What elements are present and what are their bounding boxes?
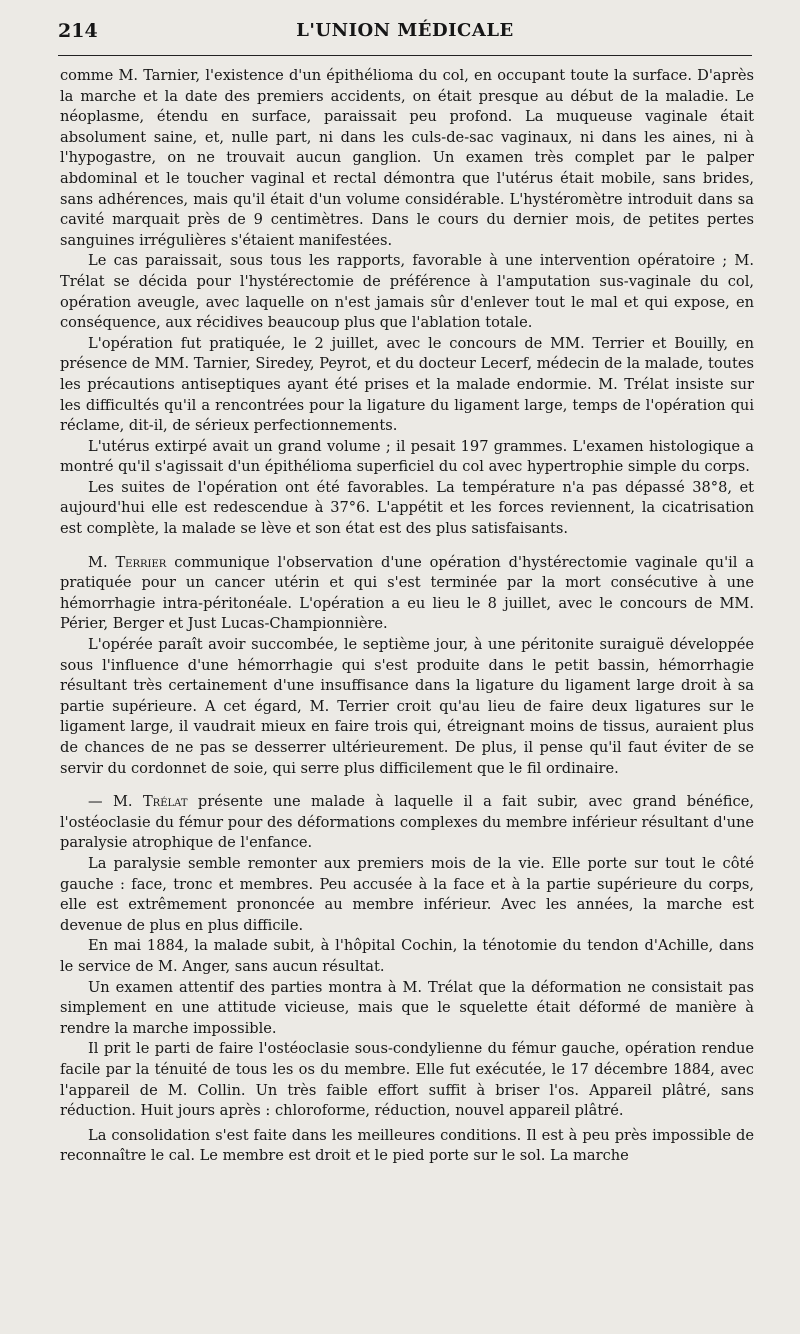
running-title: L'UNION MÉDICALE <box>296 20 514 41</box>
paragraph-text: présente une malade à laquelle il a fait subir, avec grand bénéfice, l'ostéoclasie du fémur pour des déformations complexes du membre inférieur résultant d'une paralysie atrophique de l'enfance. <box>60 793 754 852</box>
paragraph: Le cas paraissait, sous tous les rapports, favorable à une intervention opératoire ; M. Trélat se décida pour l'hystérectomie de préférence à l'amputation sus-vaginale du col, opération aveugle, avec laquelle on n'est jamais sûr d'enlever tout le mal et qui expose, en conséquence, aux récidives beaucoup plus que l'ablation totale. <box>60 252 754 332</box>
page-header <box>58 18 752 44</box>
paragraph: L'opération fut pratiquée, le 2 juillet, avec le concours de MM. Terrier et Bouilly, en présence de MM. Tarnier, Siredey, Peyrot, et du docteur Lecerf, médecin de la malade, toutes les précautions antiseptiques ayant été prises et la malade endormie. M. Trélat insiste sur les difficultés qu'il a rencontrées pour la ligature du ligament large, temps de l'opération qui réclame, dit-il, de sérieux perfectionnements. <box>60 334 754 435</box>
paragraph: Un examen attentif des parties montra à M. Trélat que la déformation ne consistait pas simplement en une attitude vicieuse, mais que le squelette était déformé de manière à rendre la marche impossible. <box>60 978 754 1037</box>
paragraph: La consolidation s'est faite dans les meilleures conditions. Il est à peu près impossible de reconnaître le cal. Le membre est droit et le pied porte sur le sol. La marche <box>60 1126 754 1165</box>
paragraph-trelat <box>60 792 754 854</box>
article-body <box>60 66 754 1167</box>
paragraph: Il prit le parti de faire l'ostéoclasie sous-condylienne du fémur gauche, opération rendue facile par la ténuité de tous les os du membre. Elle fut exécutée, le 17 décembre 1884, avec l'appareil de M. Collin. Un très faible effort suffit à briser l'os. Appareil plâtré, sans réduction. Huit jours après : chloroforme, réduction, nouvel appareil plâtré. <box>60 1040 754 1120</box>
paragraph: La paralysie semble remonter aux premiers mois de la vie. Elle porte sur tout le côté gauche : face, tronc et membres. Peu accusée à la face et à la partie supérieure du corps, elle est extrêmement prononcée au membre inférieur. Avec les années, la marche est devenue de plus en plus difficile. <box>60 854 754 934</box>
paragraph: En mai 1884, la malade subit, à l'hôpital Cochin, la ténotomie du tendon d'Achille, dans le service de M. Anger, sans aucun résultat. <box>60 937 754 975</box>
paragraph: L'opérée paraît avoir succombée, le septième jour, à une péritonite suraiguë développée sous l'influence d'une hémorrhagie qui s'est produite dans le petit bassin, hémorrhagie résultant très certainement d'une insuffisance dans la ligature du ligament large droit à sa partie supérieure. A cet égard, M. Terrier croit qu'au lieu de faire deux ligatures sur le ligament large, il vaudrait mieux en faire trois qui, étreignant moins de tissus, auraient plus de chances de ne pas se desserrer ultérieurement. De plus, il pense qu'il faut éviter de se servir du cordonnet de soie, qui serre plus difficilement que le fil ordinaire. <box>60 636 754 777</box>
page-number: 214 <box>58 20 98 42</box>
speaker-name: Terrier <box>115 553 167 571</box>
speaker-name: Trélat <box>142 793 188 811</box>
paragraph-terrier <box>60 553 754 635</box>
paragraph-lead: — M. <box>88 793 143 811</box>
header-rule <box>58 55 752 56</box>
paragraph: L'utérus extirpé avait un grand volume ; il pesait 197 grammes. L'examen histologique a montré qu'il s'agissait d'un épithélioma superficiel du col avec hypertrophie simple du corps. <box>60 437 754 476</box>
paragraph: Les suites de l'opération ont été favorables. La température n'a pas dépassé 38°8, et aujourd'hui elle est redescendue à 37°6. L'appétit et les forces reviennent, la cicatrisation est complète, la malade se lève et son état est des plus satisfaisants. <box>60 478 754 538</box>
paragraph-text: communique l'observation d'une opération d'hystérectomie vaginale qu'il a pratiquée pour un cancer utérin et qui s'est terminée par la mort consécutive à une hémorrhagie intra-péritonéale. L'opération a eu lieu le 8 juillet, avec le concours de MM. Périer, Berger et Just Lucas-Championnière. <box>60 553 754 633</box>
paragraph: comme M. Tarnier, l'existence d'un épithélioma du col, en occupant toute la surface. D'après la marche et la date des premiers accidents, on était presque au début de la maladie. Le néoplasme, étendu en surface, paraissait peu profond. La muqueuse vaginale était absolument saine, et, nulle part, ni dans les culs-de-sac vaginaux, ni dans les aines, ni à l'hypogastre, on ne trouvait aucun ganglion. Un examen très complet par le palper abdominal et le toucher vaginal et rectal démontra que l'utérus était mobile, sans brides, sans adhérences, mais qu'il était d'un volume considérable. L'hystéromètre introduit dans sa cavité marquait près de 9 centimètres. Dans le cours du dernier mois, de petites pertes sanguines irrégulières s'étaient manifestées. <box>60 67 754 249</box>
paragraph-lead: M. <box>88 553 116 571</box>
